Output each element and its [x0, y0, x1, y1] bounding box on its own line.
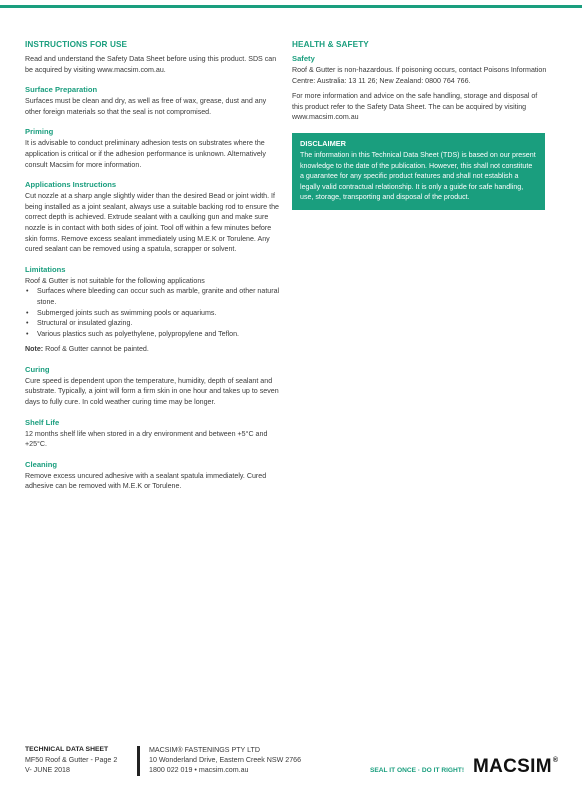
- company-name: MACSIM® FASTENINGS PTY LTD: [149, 746, 260, 754]
- more-info-text: For more information and advice on the safe handling, storage and disposal of this product refer to the Safety Data Sheet. The can be acquired by visiting www.macsim.com.au: [292, 92, 538, 122]
- logo-text: MACSIM: [473, 756, 552, 777]
- list-item: • Surfaces where bleeding can occur such as marble, granite and other natural stone.: [25, 286, 283, 307]
- surface-preparation-text: Surfaces must be clean and dry, as well as free of wax, grease, dust and any other foreign materials so that the seal is not compromised.: [25, 97, 267, 116]
- disclaimer-box: [292, 133, 545, 210]
- note-label: Note:: [25, 345, 44, 354]
- shelf-life-text: 12 months shelf life when stored in a dry environment and between +5°C and +25°C.: [25, 429, 268, 449]
- document-product-page: MF50 Roof & Gutter - Page 2: [25, 756, 118, 764]
- applications-text: Cut nozzle at a sharp angle slightly wider than the desired Bead or joint width. If being installed as a joint sealant, always use a suitable backing rod to ensure the correct depth is achieved. Extrude sealant with a caulking gun and make sure nozzle is in contact with both sides of joint. Tool off within a few minutes before skin forms. Remove excess sealant immediately using M.E.K or Torulene. Any cured sealant can be removed using a spatula, scrapper or solvent.: [25, 192, 279, 254]
- cleaning-text: Remove excess uncured adhesive with a sealant spatula immediately. Cured adhesive can be removed with M.E.K or Torulene.: [25, 471, 267, 491]
- health-safety-heading: HEALTH & SAFETY: [292, 40, 369, 49]
- cleaning-title: Cleaning: [25, 459, 58, 469]
- instructions-heading: INSTRUCTIONS FOR USE: [25, 40, 128, 49]
- safety-text: Roof & Gutter is non-hazardous. If poisoning occurs, contact Poisons Information Centre: Australia: 13 11 26; New Zealand: 0800 764 766.: [292, 66, 547, 85]
- page-footer: [25, 745, 559, 777]
- footer-divider: [137, 746, 140, 776]
- company-contact: 1800 022 019 • macsim.com.au: [149, 766, 249, 774]
- company-address: 10 Wonderland Drive, Eastern Creek NSW 2766: [149, 756, 302, 764]
- list-item: • Structural or insulated glazing.: [25, 318, 283, 329]
- top-accent-rule: [0, 0, 582, 8]
- macsim-logo: [473, 756, 558, 778]
- shelf-life-title: Shelf Life: [25, 417, 60, 427]
- curing-title: Curing: [25, 364, 50, 374]
- safety-title: Safety: [292, 54, 315, 63]
- applications-title: Applications Instructions: [25, 180, 117, 190]
- document-info: [25, 745, 117, 775]
- document-title: TECHNICAL DATA SHEET: [25, 746, 109, 753]
- list-item: • Various plastics such as polyethylene, polypropylene and Teflon.: [25, 329, 283, 340]
- disclaimer-title: DISCLAIMER: [300, 138, 346, 148]
- limitations-intro: Roof & Gutter is not suitable for the following applications: [25, 276, 205, 285]
- company-info: [149, 745, 301, 775]
- priming-title: Priming: [25, 127, 54, 137]
- document-version: V- JUNE 2018: [25, 766, 70, 774]
- limitations-list: [25, 286, 283, 339]
- surface-preparation-title: Surface Preparation: [25, 85, 98, 95]
- tagline: SEAL IT ONCE · DO IT RIGHT!: [370, 767, 465, 774]
- painting-note: [25, 344, 283, 355]
- logo-registered-mark: ®: [552, 757, 559, 764]
- list-item: • Submerged joints such as swimming pools or aquariums.: [25, 308, 283, 319]
- disclaimer-text: The information in this Technical Data Sheet (TDS) is based on our present knowledge to the date of the publication. However, this shall not constitute a guarantee for any specific product features and shall not establish a legally valid contractual relationship. It is only a guide for safe handling, use, storage, transporting and disposal of the product.: [300, 150, 536, 202]
- priming-text: It is advisable to conduct preliminary adhesion tests on substrates where the application is critical or if the adhesion performance is unknown. Alternatively consult Macsim for more information.: [25, 139, 266, 169]
- instructions-column: [25, 40, 283, 492]
- health-safety-column: [292, 40, 550, 210]
- limitations-title: Limitations: [25, 264, 66, 274]
- instructions-intro: Read and understand the Safety Data Sheet before using this product. SDS can be acquired by visiting www.macsim.com.au.: [25, 55, 277, 74]
- note-text: Roof & Gutter cannot be painted.: [43, 345, 149, 354]
- curing-text: Cure speed is dependent upon the temperature, humidity, depth of sealant and substrate. Typically, a joint will form a firm skin in one hour and takes up to seven days to fully cure. In cold weather curing time may be longer.: [25, 376, 279, 407]
